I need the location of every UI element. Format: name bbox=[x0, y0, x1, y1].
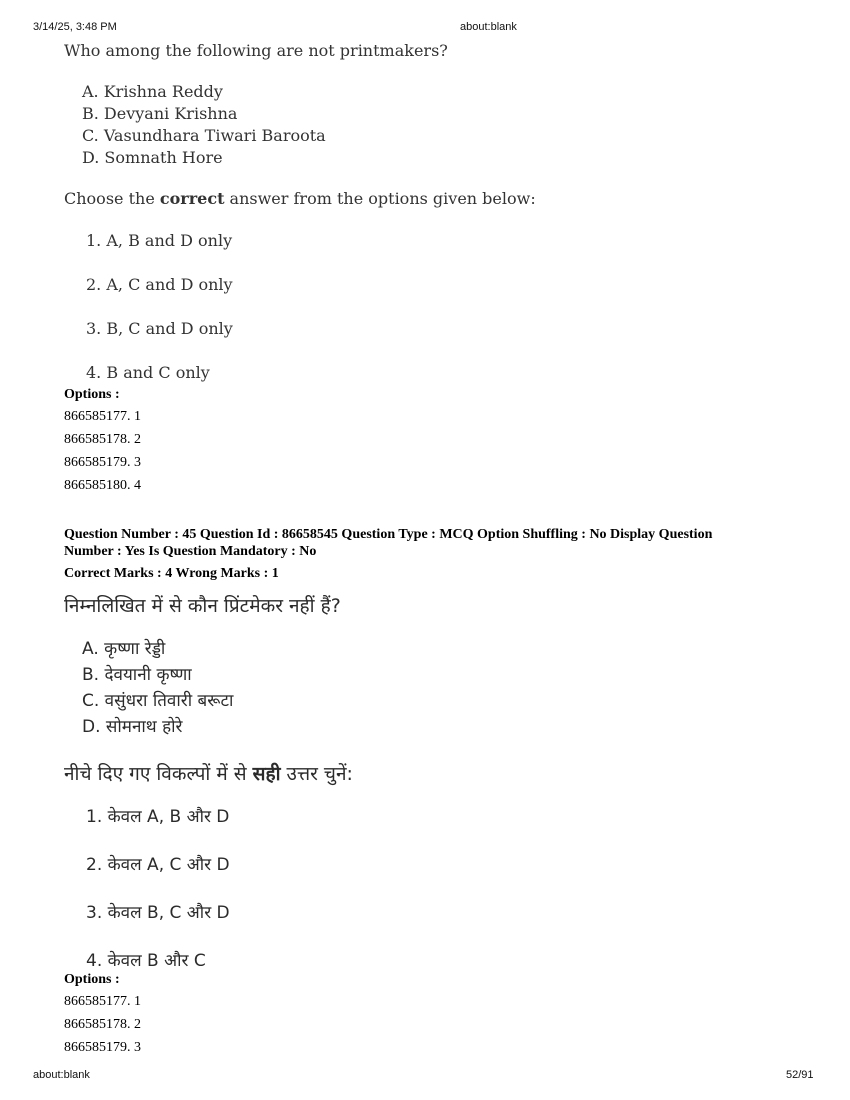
statement-c-hindi: C. वसुंधरा तिवारी बरूटा bbox=[82, 691, 234, 711]
statement-d-hindi: D. सोमनाथ होरे bbox=[82, 717, 183, 737]
choice-2-hindi: 2. केवल A, C और D bbox=[86, 855, 230, 875]
question-meta-line1: Question Number : 45 Question Id : 86658545 Question Type : MCQ Option Shuffling : No Display Question bbox=[64, 527, 713, 542]
choice-3: 3. B, C and D only bbox=[86, 319, 233, 338]
choice-1: 1. A, B and D only bbox=[86, 231, 233, 250]
page-number: 52/91 bbox=[786, 1069, 814, 1081]
statement-a: A. Krishna Reddy bbox=[82, 82, 223, 101]
option-id-4: 866585180. 4 bbox=[64, 478, 141, 493]
instruction-post: answer from the options given below: bbox=[224, 189, 536, 208]
question-text-hindi: निम्नलिखित में से कौन प्रिंटमेकर नहीं हैं? bbox=[64, 595, 341, 617]
choice-4-hindi: 4. केवल B और C bbox=[86, 951, 206, 971]
option-id-2-q45: 866585178. 2 bbox=[64, 1017, 141, 1032]
footer-url: about:blank bbox=[33, 1069, 90, 1081]
option-id-1: 866585177. 1 bbox=[64, 409, 141, 424]
instruction-text-hindi bbox=[64, 760, 353, 786]
statement-b-hindi: B. देवयानी कृष्णा bbox=[82, 665, 192, 685]
choice-4: 4. B and C only bbox=[86, 363, 210, 382]
question-text: Who among the following are not printmakers? bbox=[64, 41, 448, 60]
instruction-text bbox=[64, 189, 536, 208]
statement-d: D. Somnath Hore bbox=[82, 148, 223, 167]
choice-1-hindi: 1. केवल A, B और D bbox=[86, 807, 230, 827]
instruction-pre-hindi: नीचे दिए गए विकल्पों में से bbox=[64, 763, 253, 785]
print-datetime: 3/14/25, 3:48 PM bbox=[33, 21, 117, 33]
choice-3-hindi: 3. केवल B, C और D bbox=[86, 903, 230, 923]
option-id-3: 866585179. 3 bbox=[64, 455, 141, 470]
option-id-2: 866585178. 2 bbox=[64, 432, 141, 447]
options-label: Options : bbox=[64, 387, 120, 402]
print-url: about:blank bbox=[460, 21, 517, 33]
statement-b: B. Devyani Krishna bbox=[82, 104, 238, 123]
marks-line: Correct Marks : 4 Wrong Marks : 1 bbox=[64, 566, 279, 581]
statement-a-hindi: A. कृष्णा रेड्डी bbox=[82, 639, 166, 659]
instruction-post-hindi: उत्तर चुनें: bbox=[280, 763, 353, 785]
statement-c: C. Vasundhara Tiwari Baroota bbox=[82, 126, 326, 145]
instruction-bold: correct bbox=[159, 189, 225, 208]
option-id-1-q45: 866585177. 1 bbox=[64, 994, 141, 1009]
options-label-q45: Options : bbox=[64, 972, 120, 987]
question-meta-line2: Number : Yes Is Question Mandatory : No bbox=[64, 544, 317, 559]
option-id-3-q45: 866585179. 3 bbox=[64, 1040, 141, 1055]
instruction-bold-hindi: सही bbox=[252, 763, 281, 785]
choice-2: 2. A, C and D only bbox=[86, 275, 233, 294]
instruction-pre: Choose the bbox=[64, 189, 160, 208]
